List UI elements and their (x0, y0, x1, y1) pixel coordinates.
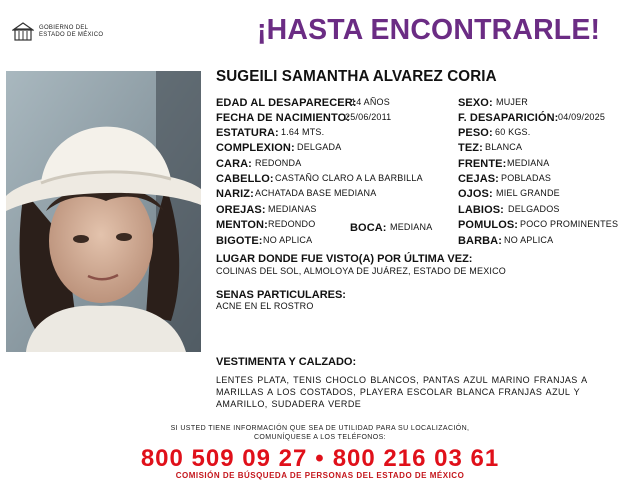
value-pomulos: POCO PROMINENTES (520, 219, 619, 229)
phone-numbers (0, 445, 640, 473)
label-edad: EDAD AL DESAPARECER: (216, 97, 357, 109)
label-peso: PESO: (458, 127, 493, 139)
label-complexion: COMPLEXION: (216, 142, 295, 154)
value-cabello: CASTAÑO CLARO A LA BARBILLA (275, 173, 423, 183)
phone-separator: • (315, 445, 325, 472)
portrait-illustration (6, 71, 201, 352)
person-name: SUGEILI SAMANTHA ALVAREZ CORIA (216, 68, 497, 85)
particular-signs-label: SENAS PARTICULARES: (216, 289, 346, 301)
label-nariz: NARIZ: (216, 188, 254, 200)
value-tez: BLANCA (485, 142, 523, 152)
last-seen-label: LUGAR DONDE FUE VISTO(A) POR ÚLTIMA VEZ: (216, 253, 473, 265)
value-nacimiento: 25/06/2011 (345, 112, 392, 122)
label-cejas: CEJAS: (458, 173, 499, 185)
label-boca: BOCA: (350, 222, 387, 234)
value-nariz: ACHATADA BASE MEDIANA (255, 188, 377, 198)
label-nacimiento: FECHA DE NACIMIENTO: (216, 112, 350, 124)
value-estatura: 1.64 MTS. (281, 127, 325, 137)
value-complexion: DELGADA (297, 142, 342, 152)
logo-line-2: ESTADO DE MÉXICO (39, 32, 104, 38)
value-peso: 60 KGS. (495, 127, 531, 137)
value-bigote: NO APLICA (263, 235, 313, 245)
clothing-value: LENTES PLATA, TENIS CHOCLO BLANCOS, PANTAS AZUL MARINO FRANJAS A MARILLAS A LOS COSTADOS, PLAYERA ESCOLAR BLANCA FRANJAS AZUL Y AMARILLO, SUDADERA VERDE (216, 375, 588, 409)
phone-number-1[interactable]: 800 509 09 27 (140, 445, 308, 472)
label-tez: TEZ: (458, 142, 483, 154)
label-barba: BARBA: (458, 235, 502, 247)
contact-notice-line-2: COMUNÍQUESE A LOS TELÉFONOS: (253, 434, 387, 441)
headline: ¡HASTA ENCONTRARLE! (257, 14, 601, 46)
value-labios: DELGADOS (508, 204, 560, 214)
label-cabello: CABELLO: (216, 173, 274, 185)
logo-line-1: GOBIERNO DEL (39, 25, 89, 31)
label-labios: LABIOS: (458, 204, 504, 216)
label-frente: FRENTE: (458, 158, 507, 170)
missing-person-photo (6, 71, 201, 352)
government-logo (12, 22, 103, 42)
value-barba: NO APLICA (504, 235, 554, 245)
value-cejas: POBLADAS (501, 173, 552, 183)
value-sexo: MUJER (496, 97, 528, 107)
value-cara: REDONDA (255, 158, 302, 168)
government-logo-text (39, 25, 103, 39)
last-seen-value: COLINAS DEL SOL, ALMOLOYA DE JUÁREZ, ESTADO DE MEXICO (216, 266, 507, 276)
value-frente: MEDIANA (507, 158, 550, 168)
value-ojos: MIEL GRANDE (496, 188, 560, 198)
label-bigote: BIGOTE: (216, 235, 263, 247)
label-desaparicion: F. DESAPARICIÓN: (458, 112, 559, 124)
label-estatura: ESTATURA: (216, 127, 279, 139)
phone-number-2[interactable]: 800 216 03 61 (332, 445, 500, 472)
label-pomulos: POMULOS: (458, 219, 519, 231)
state-emblem-icon (12, 22, 34, 42)
label-cara: CARA: (216, 158, 252, 170)
value-edad: 14 AÑOS (351, 97, 390, 107)
contact-notice-line-1: SI USTED TIENE INFORMACIÓN QUE SEA DE UTILIDAD PARA SU LOCALIZACIÓN, (170, 425, 470, 432)
value-boca: MEDIANA (390, 222, 433, 232)
value-menton: REDONDO (268, 219, 316, 229)
label-orejas: OREJAS: (216, 204, 266, 216)
value-desaparicion: 04/09/2025 (558, 112, 606, 122)
value-orejas: MEDIANAS (268, 204, 317, 214)
label-ojos: OJOS: (458, 188, 493, 200)
commission-name: COMISIÓN DE BÚSQUEDA DE PERSONAS DEL ESTADO DE MÉXICO (175, 471, 465, 480)
particular-signs-value: ACNE EN EL ROSTRO (216, 301, 314, 311)
clothing-label: VESTIMENTA Y CALZADO: (216, 356, 357, 368)
label-menton: MENTON: (216, 219, 268, 231)
label-sexo: SEXO: (458, 97, 493, 109)
